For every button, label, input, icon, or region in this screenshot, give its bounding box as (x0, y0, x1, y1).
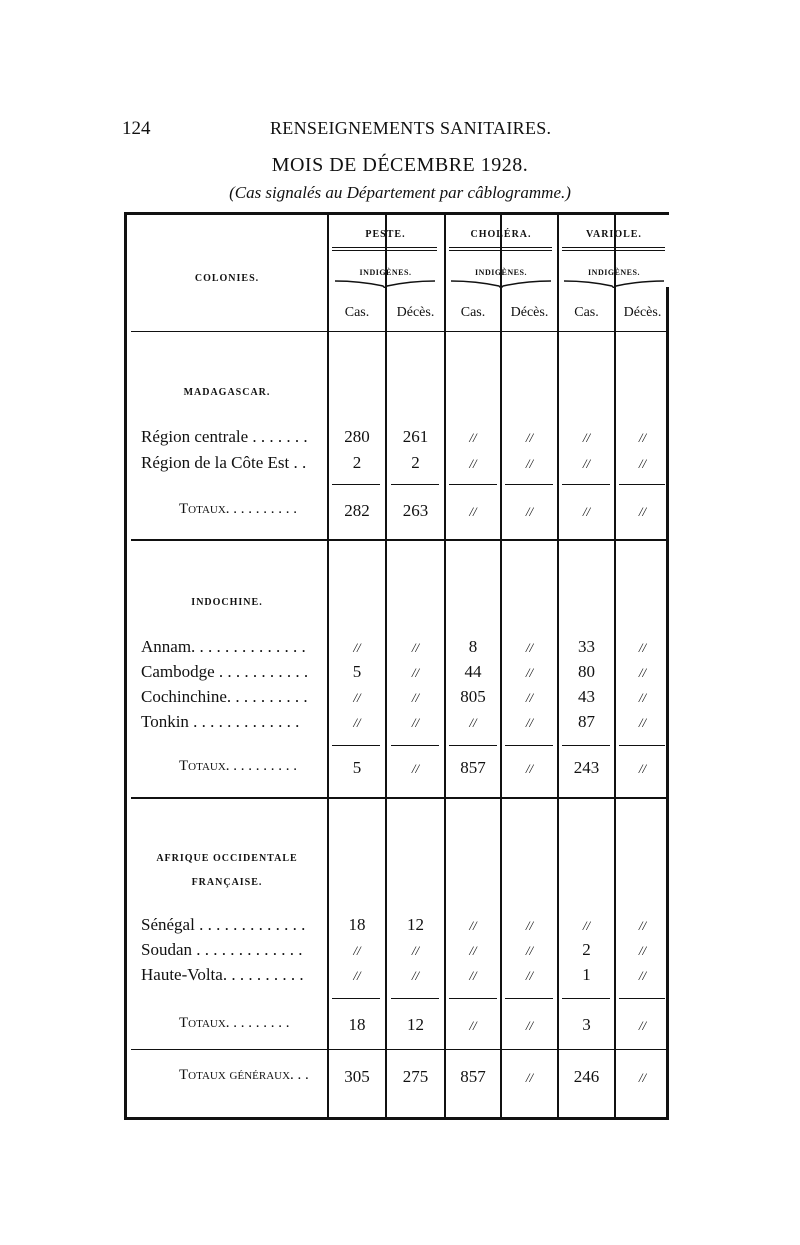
section-heading-aof: AFRIQUE OCCIDENTALE (156, 853, 298, 864)
double-rule (449, 250, 552, 251)
table-cell: // (353, 715, 361, 730)
table-cell: // (525, 456, 534, 471)
table-cell: // (638, 1018, 647, 1033)
grand-total-label: Totaux généraux. . . (179, 1067, 309, 1083)
table-cell: // (582, 918, 591, 933)
brace-icon (564, 280, 664, 288)
double-rule (562, 247, 665, 248)
section-heading-aof-line2: FRANÇAISE. (191, 877, 263, 888)
brace-icon (451, 280, 551, 288)
table-cell: // (638, 715, 647, 730)
subtotal-rule (505, 484, 553, 485)
table-cell: 261 (402, 427, 429, 446)
subtotal-rule (562, 484, 610, 485)
table-cell: // (582, 430, 591, 445)
table-cell: // (638, 456, 647, 471)
table-cell: // (411, 665, 420, 680)
section-rule (131, 797, 666, 799)
colonies-header: COLONIES. (194, 273, 260, 284)
table-cell: // (525, 968, 534, 983)
table-cell: // (582, 504, 591, 519)
table-cell: // (353, 690, 361, 705)
table-cell: // (353, 640, 361, 655)
table-cell: 5 (352, 662, 362, 681)
table-cell: 80 (578, 662, 595, 681)
table-cell: // (411, 943, 420, 958)
section-rule (131, 1049, 666, 1050)
table-cell: // (525, 943, 534, 958)
table-cell: // (525, 1018, 534, 1033)
subheader-indigenes: INDIGÈNES. (359, 268, 412, 277)
table-cell: // (469, 715, 477, 730)
page-title: MOIS DE DÉCEMBRE 1928. (271, 154, 529, 176)
table-cell: // (411, 968, 420, 983)
row-label: Région de la Côte Est . . (141, 453, 307, 472)
table-cell: // (525, 918, 534, 933)
subtotal-rule (391, 998, 439, 999)
row-label: Tonkin . . . . . . . . . . . . . (141, 712, 300, 731)
table-cell: // (525, 430, 534, 445)
table-cell: 87 (578, 712, 595, 731)
table-cell: 2 (411, 453, 420, 472)
table-cell: // (638, 918, 647, 933)
table-cell: 44 (464, 662, 482, 681)
brace-icon (335, 280, 435, 288)
table-cell: 3 (582, 1015, 591, 1034)
table-cell: // (469, 456, 477, 471)
table-cell: // (353, 943, 361, 958)
unit-cas: Cas. (574, 305, 599, 320)
subheader-indigenes: INDIGÈNES. (588, 268, 640, 277)
subtotal-rule (449, 998, 497, 999)
subtotal-rule (449, 745, 497, 746)
disease-header-cholera: CHOLÉRA. (470, 229, 532, 240)
table-cell: // (525, 1070, 534, 1085)
table-cell: 857 (460, 1067, 486, 1086)
table-cell: // (469, 430, 477, 445)
total-label: Totaux. . . . . . . . . . (179, 501, 298, 517)
table-cell: // (469, 968, 477, 983)
table-cell: // (525, 504, 534, 519)
table-cell: 246 (573, 1067, 600, 1086)
row-label: Sénégal . . . . . . . . . . . . . (141, 915, 306, 934)
table-cell: 1 (582, 965, 591, 984)
table-cell: // (638, 968, 647, 983)
total-label: Totaux. . . . . . . . . (179, 1015, 290, 1031)
unit-deces: Décès. (396, 305, 435, 320)
table-cell: // (525, 640, 534, 655)
table-cell: // (638, 1070, 647, 1085)
table-cell: // (638, 690, 647, 705)
table-cell: 275 (402, 1067, 429, 1086)
table-cell: 263 (402, 501, 429, 520)
table-cell: 305 (344, 1067, 370, 1086)
unit-cas: Cas. (460, 305, 486, 320)
subtotal-rule (391, 745, 439, 746)
subheader-indigenes: INDIGÈNES. (475, 268, 527, 277)
double-rule (332, 250, 437, 251)
row-label: Annam. . . . . . . . . . . . . . (141, 637, 306, 656)
table-cell: // (525, 690, 534, 705)
subtotal-rule (562, 745, 610, 746)
section-heading-madagascar: MADAGASCAR. (183, 387, 271, 398)
section-rule (131, 539, 666, 541)
table-cell: // (582, 456, 591, 471)
section-heading-indochine: INDOCHINE. (191, 597, 263, 608)
row-label: Soudan . . . . . . . . . . . . . (141, 940, 303, 959)
subtotal-rule (619, 998, 665, 999)
disease-header-variole: VARIOLE. (586, 229, 642, 240)
table-cell: // (525, 761, 534, 776)
table-cell: // (525, 715, 534, 730)
table-cell: // (411, 715, 420, 730)
double-rule (562, 250, 665, 251)
double-rule (332, 247, 437, 248)
table-cell: // (638, 504, 647, 519)
table-cell: 18 (348, 915, 366, 934)
table-cell: // (411, 690, 420, 705)
subtotal-rule (332, 745, 380, 746)
page-number: 124 (122, 118, 151, 139)
table-cell: 243 (573, 758, 600, 777)
table-cell: 12 (407, 1015, 424, 1034)
subtotal-rule (619, 484, 665, 485)
table-cell: // (469, 918, 477, 933)
table-cell: 857 (460, 758, 486, 777)
unit-cas: Cas. (344, 305, 370, 320)
disease-header-peste: PESTE. (365, 229, 406, 240)
table-cell: // (353, 968, 361, 983)
table-cell: // (638, 430, 647, 445)
total-label: Totaux. . . . . . . . . . (179, 758, 298, 774)
table-cell: 18 (348, 1015, 366, 1034)
subtotal-rule (505, 745, 553, 746)
unit-deces: Décès. (623, 305, 662, 320)
table-cell: // (411, 761, 420, 776)
subtotal-rule (391, 484, 439, 485)
table-cell: 43 (578, 687, 595, 706)
unit-deces: Décès. (510, 305, 549, 320)
running-title: RENSEIGNEMENTS SANITAIRES. (270, 118, 552, 138)
table-cell: // (638, 943, 647, 958)
table-cell: 5 (352, 758, 362, 777)
table-cell: // (469, 943, 477, 958)
table-cell: // (638, 640, 647, 655)
table-cell: // (469, 504, 477, 519)
table-cell: 282 (344, 501, 370, 520)
table-cell: 12 (407, 915, 424, 934)
subtotal-rule (449, 484, 497, 485)
table-cell: 33 (578, 637, 595, 656)
table-cell: // (638, 665, 647, 680)
subtotal-rule (332, 998, 380, 999)
row-label: Cambodge . . . . . . . . . . . (141, 662, 309, 681)
table-cell: 8 (468, 637, 478, 656)
subtotal-rule (505, 998, 553, 999)
row-label: Cochinchine. . . . . . . . . . (141, 687, 308, 706)
subtotal-rule (332, 484, 380, 485)
row-label: Région centrale . . . . . . . (141, 427, 308, 446)
table-cell: 280 (344, 427, 370, 446)
table-cell: // (638, 761, 647, 776)
subtotal-rule (562, 998, 610, 999)
table-cell: 805 (460, 687, 486, 706)
double-rule (449, 247, 552, 248)
statistics-table (124, 212, 669, 1120)
table-cell: // (411, 640, 420, 655)
page-subtitle: (Cas signalés au Département par câblogramme.) (229, 183, 571, 202)
table-cell: // (469, 1018, 477, 1033)
row-label: Haute-Volta. . . . . . . . . . (141, 965, 304, 984)
table-cell: 2 (582, 940, 591, 959)
header-rule (131, 331, 666, 332)
table-cell: 2 (352, 453, 362, 472)
subtotal-rule (619, 745, 665, 746)
table-cell: // (525, 665, 534, 680)
